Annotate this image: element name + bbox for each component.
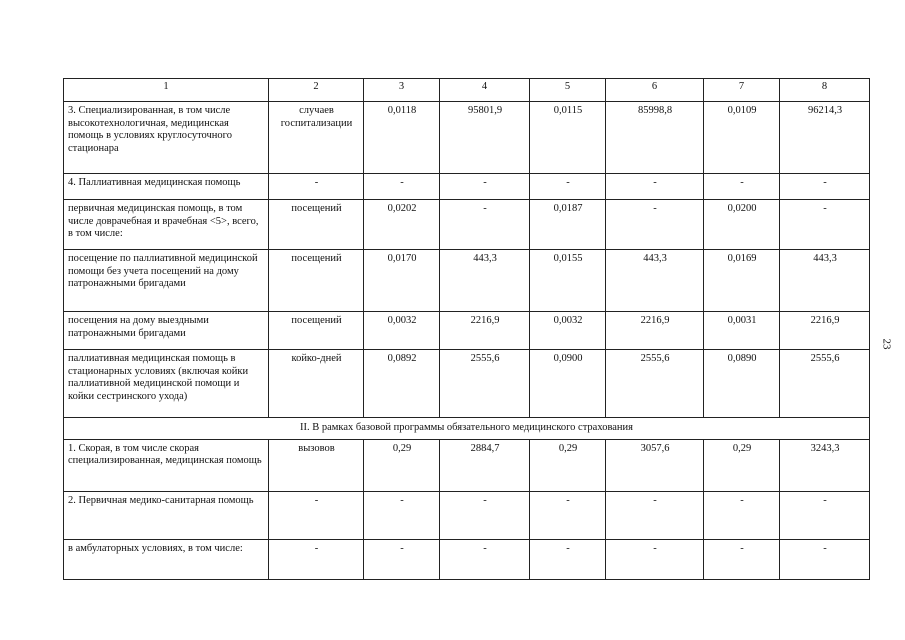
unit-cell: - [269, 539, 364, 579]
row-label: первичная медицинская помощь, в том числе доврачебная и врачебная <5>, всего, в том числе: [64, 200, 269, 250]
value-cell: 0,0202 [364, 200, 440, 250]
value-cell: 3243,3 [780, 439, 870, 491]
value-cell: 0,29 [364, 439, 440, 491]
value-cell: 0,0032 [530, 312, 606, 350]
table-row [64, 250, 870, 312]
row-label: 1. Скорая, в том числе скорая специализированная, медицинская помощь [64, 439, 269, 491]
value-cell: - [364, 491, 440, 539]
value-cell: - [440, 200, 530, 250]
table-row [64, 102, 870, 174]
column-header: 2 [269, 79, 364, 102]
row-label: посещение по паллиативной медицинской помощи без учета посещений на дому патронажными бригадами [64, 250, 269, 312]
value-cell: 2216,9 [606, 312, 704, 350]
value-cell: - [780, 539, 870, 579]
row-label: в амбулаторных условиях, в том числе: [64, 539, 269, 579]
value-cell: - [704, 539, 780, 579]
value-cell: 3057,6 [606, 439, 704, 491]
value-cell: - [364, 174, 440, 200]
value-cell: 0,0170 [364, 250, 440, 312]
table-row [64, 200, 870, 250]
table-row [64, 491, 870, 539]
value-cell: 0,0890 [704, 350, 780, 418]
value-cell: 0,0031 [704, 312, 780, 350]
header-row [64, 79, 870, 102]
table-body [64, 79, 870, 580]
value-cell: - [606, 491, 704, 539]
table-row [64, 350, 870, 418]
column-header: 3 [364, 79, 440, 102]
value-cell: - [440, 491, 530, 539]
value-cell: 0,0155 [530, 250, 606, 312]
value-cell: 0,0200 [704, 200, 780, 250]
value-cell: - [530, 174, 606, 200]
unit-cell: посещений [269, 200, 364, 250]
column-header: 6 [606, 79, 704, 102]
value-cell: - [440, 174, 530, 200]
value-cell: 443,3 [780, 250, 870, 312]
value-cell: 443,3 [606, 250, 704, 312]
value-cell: 2216,9 [440, 312, 530, 350]
table-row [64, 539, 870, 579]
unit-cell: посещений [269, 250, 364, 312]
value-cell: 0,29 [704, 439, 780, 491]
table-row [64, 174, 870, 200]
table-row [64, 312, 870, 350]
row-label: посещения на дому выездными патронажными бригадами [64, 312, 269, 350]
value-cell: - [780, 491, 870, 539]
value-cell: 2216,9 [780, 312, 870, 350]
value-cell: - [606, 200, 704, 250]
value-cell: 0,0118 [364, 102, 440, 174]
value-cell: 95801,9 [440, 102, 530, 174]
value-cell: - [780, 200, 870, 250]
column-header: 7 [704, 79, 780, 102]
row-label: 2. Первичная медико-санитарная помощь [64, 491, 269, 539]
value-cell: 0,0032 [364, 312, 440, 350]
value-cell: 0,0115 [530, 102, 606, 174]
value-cell: 85998,8 [606, 102, 704, 174]
value-cell: 2555,6 [606, 350, 704, 418]
column-header: 4 [440, 79, 530, 102]
value-cell: 0,0169 [704, 250, 780, 312]
unit-cell: - [269, 174, 364, 200]
value-cell: - [440, 539, 530, 579]
table-row [64, 439, 870, 491]
value-cell: - [364, 539, 440, 579]
document-sheet [63, 78, 869, 596]
value-cell: - [780, 174, 870, 200]
medical-care-table [63, 78, 870, 580]
value-cell: 96214,3 [780, 102, 870, 174]
value-cell: 2555,6 [780, 350, 870, 418]
unit-cell: случаев госпитализации [269, 102, 364, 174]
value-cell: 0,0187 [530, 200, 606, 250]
section-row [64, 418, 870, 440]
value-cell: - [530, 491, 606, 539]
value-cell: 2884,7 [440, 439, 530, 491]
value-cell: - [704, 174, 780, 200]
value-cell: 2555,6 [440, 350, 530, 418]
value-cell: 443,3 [440, 250, 530, 312]
column-header: 1 [64, 79, 269, 102]
page-number: 23 [880, 338, 893, 350]
value-cell: - [606, 174, 704, 200]
value-cell: - [704, 491, 780, 539]
unit-cell: койко-дней [269, 350, 364, 418]
value-cell: 0,0892 [364, 350, 440, 418]
unit-cell: посещений [269, 312, 364, 350]
column-header: 5 [530, 79, 606, 102]
row-label: паллиативная медицинская помощь в стационарных условиях (включая койки паллиативной медицинской помощи и койки сестринского ухода) [64, 350, 269, 418]
unit-cell: - [269, 491, 364, 539]
column-header: 8 [780, 79, 870, 102]
value-cell: 0,29 [530, 439, 606, 491]
row-label: 4. Паллиативная медицинская помощь [64, 174, 269, 200]
unit-cell: вызовов [269, 439, 364, 491]
value-cell: - [530, 539, 606, 579]
value-cell: - [606, 539, 704, 579]
section-title: II. В рамках базовой программы обязательного медицинского страхования [64, 418, 870, 440]
value-cell: 0,0109 [704, 102, 780, 174]
value-cell: 0,0900 [530, 350, 606, 418]
row-label: 3. Специализированная, в том числе высокотехнологичная, медицинская помощь в условиях круглосуточного стационара [64, 102, 269, 174]
